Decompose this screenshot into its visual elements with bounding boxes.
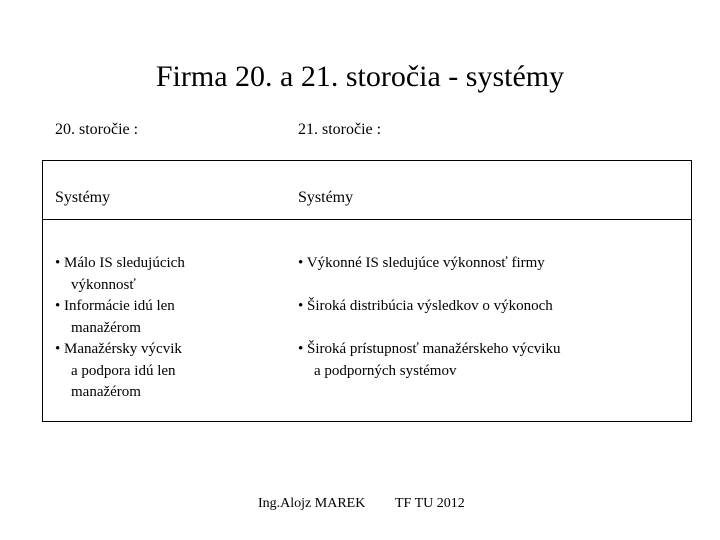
right-systems-label: Systémy: [298, 189, 354, 206]
bullet-line: • Široká prístupnosť manažérskeho výcviku: [298, 341, 561, 357]
list-item: [55, 339, 275, 404]
left-column-heading: 20. storočie :: [55, 121, 139, 138]
bullet-line: manažérom: [71, 384, 141, 400]
list-item: [298, 296, 688, 318]
right-column-heading: 21. storočie :: [298, 121, 382, 138]
left-systems-label: Systémy: [55, 189, 111, 206]
footer-org: TF TU 2012: [395, 496, 465, 511]
right-bullet-list: [298, 253, 688, 404]
footer-author: Ing.Alojz MAREK: [258, 496, 366, 511]
bullet-line: • Široká distribúcia výsledkov o výkonoch: [298, 298, 553, 314]
table-divider: [43, 219, 691, 220]
bullet-line: • Manažérsky výcvik: [55, 341, 182, 357]
list-item: [298, 253, 688, 275]
bullet-line: manažérom: [71, 319, 141, 336]
list-item: [55, 253, 275, 296]
left-bullet-list: [55, 253, 275, 404]
bullet-line: • Málo IS sledujúcich: [55, 255, 185, 271]
bullet-line: • Výkonné IS sledujúce výkonnosť firmy: [298, 255, 545, 271]
slide-title: Firma 20. a 21. storočia - systémy: [155, 60, 565, 93]
bullet-line: a podpora idú len: [71, 362, 176, 379]
bullet-line: • Informácie idú len: [55, 298, 175, 314]
list-item: [298, 339, 688, 382]
bullet-line: výkonnosť: [71, 276, 136, 293]
bullet-line: a podporných systémov: [314, 362, 457, 379]
list-item: [55, 296, 275, 339]
comparison-table: [42, 160, 692, 422]
